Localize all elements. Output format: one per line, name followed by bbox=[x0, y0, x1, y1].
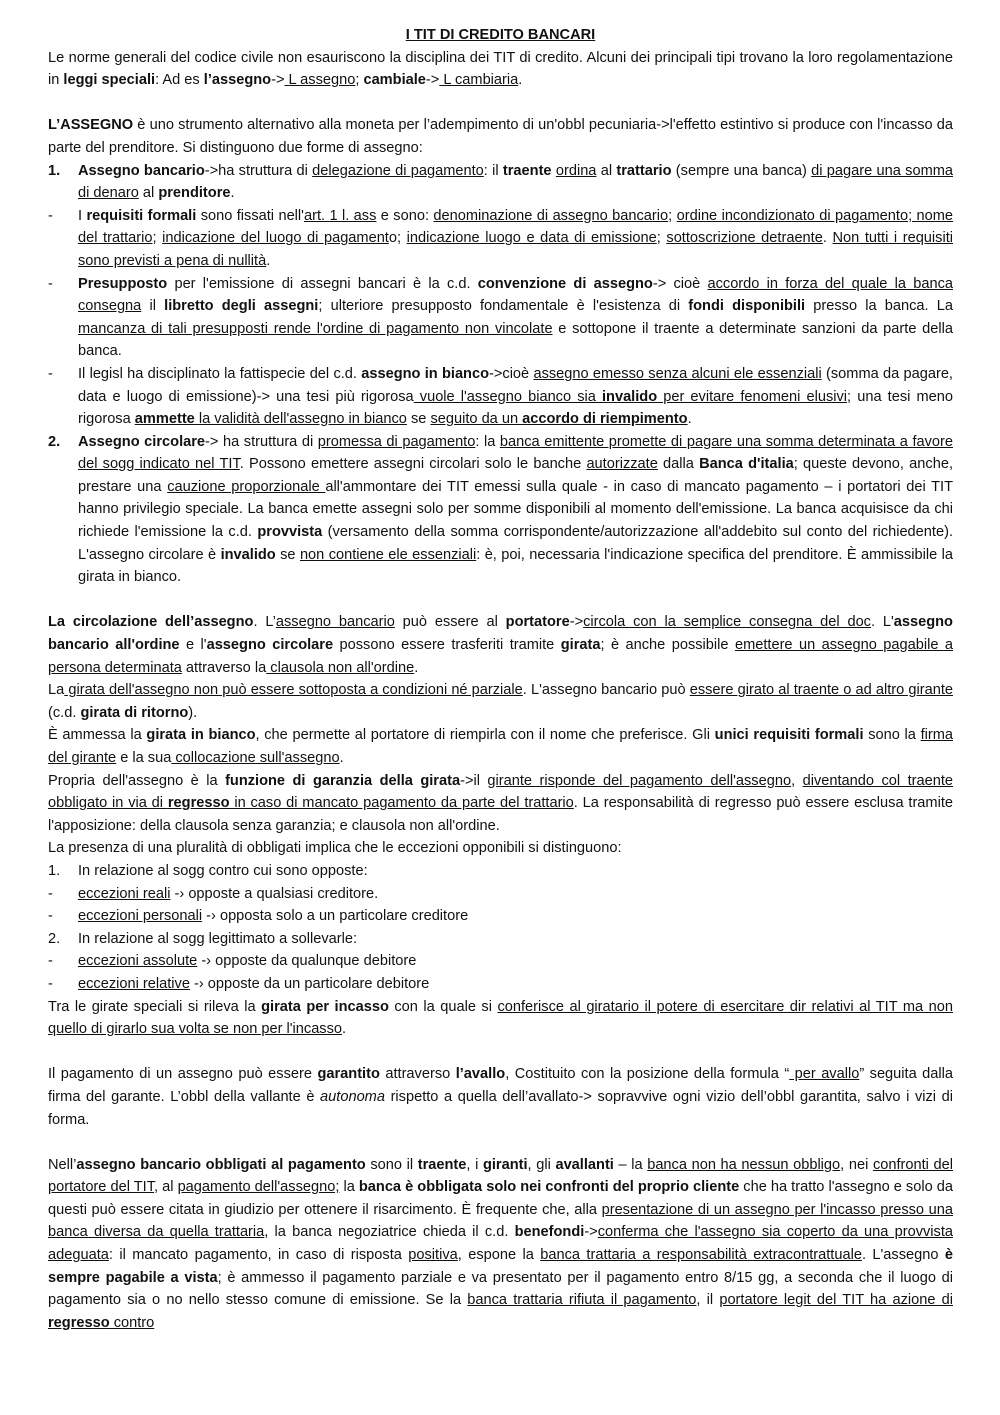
bold-text: girata per incasso bbox=[261, 998, 389, 1015]
underlined-text: circola con la semplice consegna del doc bbox=[583, 614, 871, 631]
text: -> bbox=[271, 72, 285, 89]
underlined-text: cauzione proporzionale bbox=[167, 478, 326, 495]
list-item-eccezioni-assolute bbox=[48, 950, 953, 973]
underlined-text: sottoscrizione detraente bbox=[666, 230, 823, 247]
text: ->cioè bbox=[489, 365, 534, 382]
bold-text: L’ASSEGNO bbox=[48, 117, 134, 134]
text: -> ha struttura di bbox=[205, 433, 318, 450]
text: è uno strumento alternativo alla moneta per l’adempimento di un'obbl pecuniaria->l'effetto estintivo si produce con l'incasso da parte del prenditore. Si distinguono due forme di assegno: bbox=[48, 117, 953, 156]
text: e sottopone il traente a determinate sanzioni da parte della banca. bbox=[78, 320, 953, 360]
text: all'ammontare dei TIT emessi sulla quale - in caso di mancato pagamento – i portatori dei TIT hanno privilegio speciale. La banca emette assegni solo per somme disponibili al momento dell'emissione. La banca acquisisce da chi richiede l'emissione la c.d. bbox=[78, 478, 953, 541]
underlined-text: per evitare fenomeni elusivi bbox=[657, 388, 848, 405]
underlined-text: eccezioni reali bbox=[78, 885, 171, 902]
text: Nell’ bbox=[48, 1156, 77, 1173]
bold-text: ammette bbox=[134, 411, 195, 428]
text: . L'assegno bbox=[861, 1247, 945, 1264]
text: e l' bbox=[179, 637, 207, 654]
text: per l'emissione di assegni bancari è la c.d. bbox=[167, 275, 478, 292]
list-item-eccezioni-2 bbox=[48, 928, 953, 951]
spacer bbox=[48, 1041, 953, 1064]
list-marker: - bbox=[48, 365, 53, 382]
bold-text: funzione di garanzia della girata bbox=[225, 772, 461, 789]
underlined-text: vuole l'assegno bianco sia bbox=[413, 388, 602, 405]
bold-text: giranti bbox=[482, 1156, 528, 1173]
text: al bbox=[138, 185, 159, 202]
underlined-text: indicazione del luogo di pagament bbox=[162, 230, 389, 247]
text: rispetto a quella dell’avallato-> sopravvive ogni vizio dell’obbl garantita, salvo i vizi di forma. bbox=[48, 1088, 954, 1128]
text: sono la bbox=[863, 727, 921, 744]
underlined-text: non contiene ele essenziali bbox=[299, 546, 477, 563]
list-marker: - bbox=[48, 207, 53, 224]
text: ; è anche possibile bbox=[600, 637, 735, 654]
text: il bbox=[141, 298, 165, 315]
garanzia-paragraph bbox=[48, 770, 953, 838]
text: la bbox=[339, 1179, 359, 1196]
underlined-text: ordina bbox=[555, 162, 597, 179]
bold-text: accordo di riempimento bbox=[522, 411, 688, 428]
bold-text: assegno circolare bbox=[206, 637, 334, 654]
bold-text: fondi disponibili bbox=[688, 298, 806, 315]
text: possono essere trasferiti tramite bbox=[333, 637, 561, 654]
text: dalla bbox=[657, 456, 700, 473]
spacer bbox=[48, 589, 953, 612]
underlined-text: girante risponde del pagamento dell'assegno bbox=[487, 772, 792, 789]
underlined-text: clausola non all'ordine bbox=[266, 659, 415, 676]
bold-text: girata di ritorno bbox=[80, 704, 189, 721]
text: Il legisl ha disciplinato la fattispecie del c.d. bbox=[78, 365, 362, 382]
bold-text: assegno in bianco bbox=[361, 365, 490, 382]
text: -› opposte a qualsiasi creditore. bbox=[170, 885, 379, 902]
text: -> bbox=[569, 614, 584, 631]
text: . L'assegno bancario può bbox=[522, 682, 690, 699]
list-marker: - bbox=[48, 275, 53, 292]
list-item-eccezioni-reali bbox=[48, 883, 953, 906]
bold-text: convenzione di assegno bbox=[477, 275, 653, 292]
text: o; bbox=[388, 230, 407, 247]
list-item-assegno-in-bianco bbox=[48, 363, 953, 431]
list-item-requisiti-formali bbox=[48, 205, 953, 273]
text: -> bbox=[425, 72, 440, 89]
bold-text: girata bbox=[560, 637, 601, 654]
text: che ha tratto l'assegno e solo da questi può essere citata in giudizio per ottenere il risarcimento. È frequente che, alla bbox=[48, 1179, 953, 1218]
text: . bbox=[342, 1021, 347, 1038]
text: ” seguita dalla firma del garante. L’obbl della vallante è bbox=[48, 1066, 953, 1105]
bold-text: prenditore bbox=[158, 185, 231, 202]
text: , gli bbox=[527, 1156, 556, 1173]
list-marker: - bbox=[48, 953, 53, 970]
bold-text: traente bbox=[417, 1156, 467, 1173]
bold-text: requisiti formali bbox=[86, 207, 197, 224]
list-item-eccezioni-personali bbox=[48, 905, 953, 928]
underlined-text: emettere un assegno pagabile a persona determinata bbox=[48, 637, 953, 676]
underlined-text: per avallo bbox=[789, 1066, 860, 1083]
underlined-text: conferisce al giratario il potere di esercitare dir relativi al TIT ma non quello di girarlo sua volta se non per l'incasso bbox=[48, 998, 953, 1038]
list-marker: 2. bbox=[48, 433, 61, 450]
text: può essere al bbox=[394, 614, 506, 631]
text: (sempre una banca) bbox=[671, 162, 812, 179]
document-title: I TIT DI CREDITO BANCARI bbox=[405, 27, 596, 43]
text: ; è ammesso il pagamento parziale e va presentato per il pagamento entro 8/15 gg, a seconda che il luogo di pagamento sia o no nello stesso comune di emissione. Se la bbox=[48, 1269, 953, 1309]
text: , i bbox=[466, 1156, 483, 1173]
underlined-text: contro bbox=[109, 1314, 155, 1331]
text: e sono: bbox=[376, 207, 434, 224]
bold-text: unici requisiti formali bbox=[714, 727, 864, 744]
text: . bbox=[230, 185, 235, 202]
intro-paragraph bbox=[48, 47, 953, 92]
text: -› opposta solo a un particolare creditore bbox=[202, 908, 469, 925]
bold-text: trattario bbox=[616, 162, 672, 179]
text: ; una tesi meno rigorosa bbox=[78, 388, 953, 428]
bold-text: libretto degli assegni bbox=[164, 298, 319, 315]
text: , Costituito con la posizione della formula “ bbox=[505, 1066, 790, 1083]
text: : è, poi, necessaria l'indicazione specifica del prenditore. È ammissibile la girata in bianco. bbox=[78, 546, 953, 586]
bold-text: benefondi bbox=[514, 1224, 585, 1241]
underlined-text: portatore legit del TIT ha azione di bbox=[719, 1292, 954, 1309]
underlined-text: ; nome del trattario bbox=[78, 207, 954, 247]
text: . L’ bbox=[253, 614, 276, 631]
text: ; bbox=[668, 207, 677, 224]
bold-text: invalido bbox=[601, 388, 658, 405]
underlined-text: collocazione sull'assegno bbox=[171, 750, 340, 766]
underlined-text: essere girato al traente o ad altro girante bbox=[689, 682, 953, 699]
underlined-text: accordo in forza del quale la banca consegna bbox=[78, 275, 953, 315]
text: È ammessa la bbox=[48, 727, 147, 744]
text: se bbox=[406, 411, 431, 428]
underlined-text: positiva bbox=[408, 1247, 458, 1264]
list-item-presupposto bbox=[48, 273, 953, 363]
girata-paragraph bbox=[48, 679, 953, 724]
list-marker: 1. bbox=[48, 162, 61, 179]
text: al bbox=[596, 162, 617, 179]
text: , espone la bbox=[457, 1247, 541, 1264]
bold-text: traente bbox=[502, 162, 552, 179]
circolazione-paragraph bbox=[48, 611, 953, 679]
text: : la bbox=[475, 433, 500, 450]
underlined-text: girata dell'assegno non può essere sottoposta a condizioni né parziale bbox=[64, 682, 523, 699]
text: Il pagamento di un assegno può essere bbox=[48, 1066, 318, 1083]
underlined-text: conferma che l'assegno sia coperto da una provvista adeguata bbox=[48, 1224, 953, 1264]
bold-text: Assegno bancario bbox=[78, 162, 205, 179]
underlined-text: banca emittente promette di pagare una somma determinata a favore del sogg indicato nel TIT bbox=[78, 433, 953, 473]
text: Le norme generali del codice civile non esauriscono la disciplina dei TIT di credito. Alcuni dei principali tipi trovano la loro regolamentazione in bbox=[48, 49, 953, 89]
text: Propria dell'assegno è la bbox=[48, 772, 226, 789]
text: se bbox=[275, 546, 300, 563]
text: ). bbox=[188, 704, 198, 721]
underlined-text: diventando col traente obbligato in via di bbox=[48, 772, 954, 812]
text: . Possono emettere assegni circolari solo le banche bbox=[239, 456, 587, 473]
text: : il mancato pagamento, in caso di risposta bbox=[108, 1247, 409, 1264]
spacer bbox=[48, 92, 953, 115]
underlined-text: ordine incondizionato di pagamento bbox=[676, 207, 909, 224]
underlined-text: indicazione luogo e data di emissione bbox=[406, 230, 657, 247]
text: ; queste devono, anche, prestare una bbox=[78, 456, 953, 495]
italic-text: autonoma bbox=[320, 1088, 385, 1105]
text: , che permette al portatore di riempirla con il nome che preferisce. Gli bbox=[255, 727, 715, 744]
text: , la banca negoziatrice chieda il c.d. bbox=[264, 1224, 515, 1241]
bold-text: regresso bbox=[167, 795, 230, 812]
bold-text: portatore bbox=[505, 614, 570, 631]
text: sono il bbox=[365, 1156, 418, 1173]
bold-text: leggi speciali bbox=[63, 72, 156, 89]
text: -› opposte da un particolare debitore bbox=[189, 975, 430, 992]
underlined-text: assegno emesso senza alcuni ele essenziali bbox=[533, 365, 822, 382]
text: con la quale si bbox=[388, 998, 498, 1015]
bold-text: assegno bancario all'ordine bbox=[48, 614, 953, 654]
text: , il bbox=[696, 1292, 720, 1309]
text: . bbox=[414, 659, 419, 676]
underlined-text: L assegno bbox=[284, 72, 356, 89]
underlined-text: autorizzate bbox=[586, 456, 658, 473]
underlined-bold-text bbox=[522, 411, 687, 427]
text: -> bbox=[584, 1224, 598, 1241]
underlined-text: eccezioni assolute bbox=[78, 953, 198, 970]
text: – la bbox=[613, 1156, 648, 1173]
text: (somma da pagare, data e luogo di emissione)-> una tesi più rigorosa bbox=[78, 365, 953, 405]
underlined-text: assegno bancario bbox=[275, 614, 395, 631]
text: , al bbox=[154, 1179, 178, 1196]
text: . bbox=[687, 411, 692, 428]
bold-text: invalido bbox=[220, 546, 276, 563]
underlined-text: art. 1 l. ass bbox=[303, 207, 377, 224]
bold-text: girata in bianco bbox=[146, 727, 256, 744]
bold-text: La circolazione dell’assegno bbox=[48, 614, 254, 631]
document-page bbox=[48, 24, 953, 1334]
underlined-text: banca non ha nessun obbligo bbox=[647, 1156, 841, 1173]
avallo-paragraph bbox=[48, 1063, 953, 1131]
text: Tra le girate speciali si rileva la bbox=[48, 998, 262, 1015]
bold-text: cambiale bbox=[363, 72, 426, 89]
eccezioni-intro: La presenza di una pluralità di obbligati implica che le eccezioni opponibili si distinguono: bbox=[48, 840, 622, 857]
text: ->ha struttura di bbox=[204, 162, 313, 179]
text: e la sua bbox=[116, 750, 172, 766]
underlined-text: eccezioni relative bbox=[78, 975, 190, 992]
underlined-text: mancanza di tali presupposti rende l'ordine di pagamento non vincolate bbox=[78, 320, 553, 337]
text: . bbox=[266, 252, 271, 269]
underlined-text: delegazione di pagamento bbox=[312, 162, 484, 179]
text: . L' bbox=[870, 614, 894, 631]
text: ; bbox=[355, 72, 364, 89]
bold-text: è sempre pagabile a vista bbox=[48, 1247, 953, 1286]
text: , bbox=[791, 772, 803, 789]
bold-text: Presupposto bbox=[78, 275, 168, 292]
assegno-paragraph bbox=[48, 114, 953, 159]
text: (versamento della somma corrispondente/autorizzazione all'addebito sul conto del richiedente). L'assegno circolare è bbox=[78, 524, 953, 563]
bold-text: Banca d'italia bbox=[699, 456, 794, 473]
text: . La responsabilità di regresso può essere esclusa tramite l'apposizione: della clausola senza garanzia; e clausola non all'ordine. bbox=[48, 795, 953, 834]
text: ->il bbox=[460, 772, 488, 789]
underlined-text: presentazione di un assegno per l'incasso presso una banca diversa da quella trattaria bbox=[48, 1201, 953, 1241]
text: presso la banca. La bbox=[805, 298, 953, 315]
text: -› opposte da qualunque debitore bbox=[197, 953, 417, 970]
list-item-assegno-bancario bbox=[48, 160, 953, 205]
underlined-text: pagamento dell'assegno; bbox=[177, 1179, 340, 1196]
text: La bbox=[48, 682, 65, 699]
text: , nei bbox=[840, 1156, 873, 1173]
girata-in-bianco-paragraph bbox=[48, 724, 953, 769]
list-item-assegno-circolare bbox=[48, 431, 953, 589]
underlined-text: denominazione di assegno bancario bbox=[433, 207, 669, 224]
underlined-text: firma del girante bbox=[48, 727, 954, 766]
list-marker: - bbox=[48, 908, 53, 925]
underlined-text: eccezioni personali bbox=[78, 908, 203, 925]
bold-text: regresso bbox=[48, 1314, 110, 1331]
underlined-text: banca trattaria a responsabilità extracontrattuale bbox=[540, 1247, 862, 1264]
underlined-bold-text bbox=[48, 1315, 110, 1331]
text: . bbox=[822, 230, 833, 247]
underlined-text: Non tutti i requisiti sono previsti a pena di nullità bbox=[78, 230, 954, 269]
text: . bbox=[339, 750, 344, 766]
underlined-bold-text bbox=[602, 389, 657, 405]
underlined-text: la validità dell'assegno in bianco bbox=[194, 411, 407, 428]
girata-per-incasso-paragraph bbox=[48, 996, 953, 1041]
text: sono fissati nell' bbox=[196, 207, 304, 224]
list-item-eccezioni-1 bbox=[48, 860, 953, 883]
text: -> cioè bbox=[652, 275, 708, 292]
text: ; ulteriore presupposto fondamentale è l'esistenza di bbox=[318, 298, 689, 315]
text: . bbox=[518, 72, 523, 89]
underlined-text: L cambiaria bbox=[439, 72, 519, 89]
underlined-text: di pagare una somma di denaro bbox=[78, 162, 954, 202]
underlined-text: in caso di mancato pagamento da parte del trattario bbox=[229, 795, 574, 812]
underlined-bold-text bbox=[168, 795, 230, 811]
text: : il bbox=[483, 162, 503, 179]
underlined-bold-text bbox=[135, 411, 195, 427]
text: In relazione al sogg legittimato a sollevarle: bbox=[78, 930, 358, 947]
text: In relazione al sogg contro cui sono opposte: bbox=[78, 862, 368, 879]
text: (c.d. bbox=[48, 704, 81, 721]
bold-text: banca è obbligata solo nei confronti del proprio cliente bbox=[358, 1179, 740, 1196]
bold-text: provvista bbox=[257, 524, 323, 541]
list-marker: 2. bbox=[48, 930, 61, 947]
text: attraverso la bbox=[181, 659, 267, 676]
underlined-text: seguito da un bbox=[430, 411, 523, 428]
underlined-text: banca trattaria rifiuta il pagamento bbox=[467, 1292, 697, 1309]
list-marker: - bbox=[48, 975, 53, 992]
bold-text: avallanti bbox=[555, 1156, 614, 1173]
spacer bbox=[48, 1131, 953, 1154]
bold-text: Assegno circolare bbox=[78, 433, 206, 450]
bold-text: l’assegno bbox=[203, 72, 272, 89]
underlined-text: promessa di pagamento bbox=[317, 433, 476, 450]
bold-text: l’avallo bbox=[455, 1066, 506, 1083]
text: : Ad es bbox=[155, 72, 204, 89]
underlined-text: confronti del portatore del TIT bbox=[48, 1156, 954, 1196]
bold-text: assegno bancario obbligati al pagamento bbox=[76, 1156, 366, 1173]
obbligati-paragraph bbox=[48, 1154, 953, 1335]
text: attraverso bbox=[379, 1066, 456, 1083]
list-item-eccezioni-relative bbox=[48, 973, 953, 996]
text: ; bbox=[656, 230, 667, 247]
text: I bbox=[78, 207, 87, 224]
text: ; bbox=[152, 230, 163, 247]
list-marker: 1. bbox=[48, 862, 61, 879]
bold-text: garantito bbox=[317, 1066, 380, 1083]
list-marker: - bbox=[48, 885, 53, 902]
